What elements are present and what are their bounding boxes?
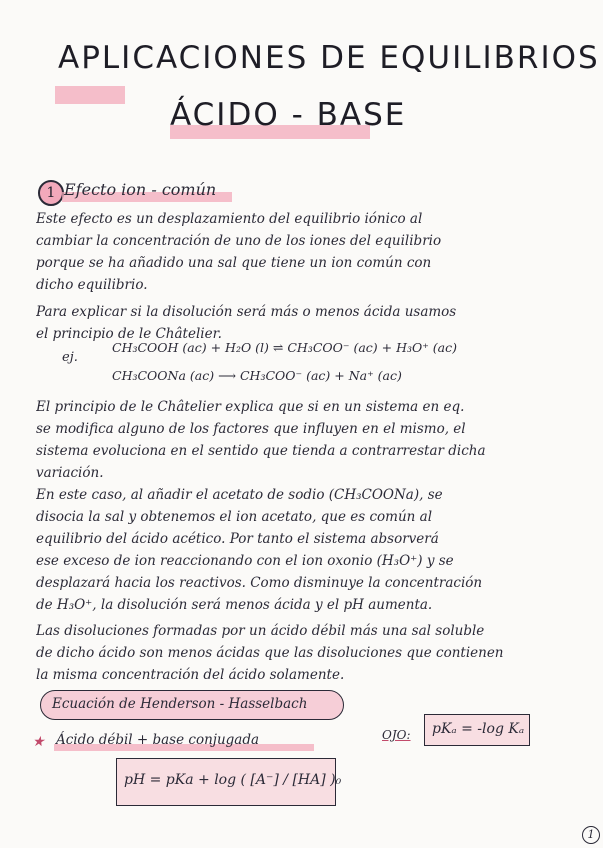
body-line: sistema evoluciona en el sentido que tienda a contrarrestar dicha bbox=[36, 443, 486, 459]
body-line: se modifica alguno de los factores que influyen en el mismo, el bbox=[36, 421, 466, 437]
intro-line: porque se ha añadido una sal que tiene un ion común con bbox=[36, 255, 432, 271]
body-line: de dicho ácido son menos ácidas que las disoluciones que contienen bbox=[36, 645, 504, 661]
remember-label: OJO: bbox=[382, 728, 411, 742]
henderson-formula: pH = pKa + log ( [A⁻] / [HA] )₀ bbox=[124, 772, 342, 788]
body-line: equilibrio del ácido acético. Por tanto el sistema absorverá bbox=[36, 531, 439, 547]
intro-line: el principio de le Châtelier. bbox=[36, 326, 222, 342]
page-number: 1 bbox=[582, 826, 600, 844]
intro-line: cambiar la concentración de uno de los iones del equilibrio bbox=[36, 233, 442, 249]
bullet-icon: ★ bbox=[32, 734, 45, 750]
section-heading: Efecto ion - común bbox=[64, 180, 217, 199]
pk-formula: pKₐ = -log Kₐ bbox=[432, 721, 525, 737]
body-line: disocia la sal y obtenemos el ion acetato, que es común al bbox=[36, 509, 433, 525]
body-line: Las disoluciones formadas por un ácido débil más una sal soluble bbox=[36, 623, 485, 639]
body-line: El principio de le Châtelier explica que si en un sistema en eq. bbox=[36, 399, 465, 415]
intro-line: Para explicar si la disolución será más o menos ácida usamos bbox=[36, 304, 457, 320]
page-title-line2: ÁCIDO - BASE bbox=[170, 97, 407, 133]
example-label: ej. bbox=[62, 350, 78, 365]
body-line: variación. bbox=[36, 465, 104, 481]
intro-line: Este efecto es un desplazamiento del equilibrio iónico al bbox=[36, 211, 423, 227]
body-line: la misma concentración del ácido solamente. bbox=[36, 667, 345, 683]
reaction-1: CH₃COOH (ac) + H₂O (l) ⇌ CH₃COO⁻ (ac) + H₃O⁺ (ac) bbox=[112, 340, 458, 355]
reaction-2: CH₃COONa (ac) ⟶ CH₃COO⁻ (ac) + Na⁺ (ac) bbox=[112, 368, 402, 383]
section-number: 1 bbox=[38, 180, 64, 206]
body-line: desplazará hacia los reactivos. Como disminuye la concentración bbox=[36, 575, 483, 591]
page-title-line1: APLICACIONES DE EQUILIBRIOS bbox=[58, 40, 600, 76]
title-highlight-1 bbox=[55, 86, 125, 104]
body-line: En este caso, al añadir el acetato de sodio (CH₃COONa), se bbox=[36, 487, 443, 503]
body-line: de H₃O⁺, la disolución será menos ácida y el pH aumenta. bbox=[36, 597, 433, 613]
bullet-text: Ácido débil + base conjugada bbox=[56, 732, 260, 748]
body-line: ese exceso de ion reaccionando con el ion oxonio (H₃O⁺) y se bbox=[36, 553, 454, 569]
intro-line: dicho equilibrio. bbox=[36, 277, 148, 293]
henderson-heading: Ecuación de Henderson - Hasselbach bbox=[52, 696, 308, 712]
